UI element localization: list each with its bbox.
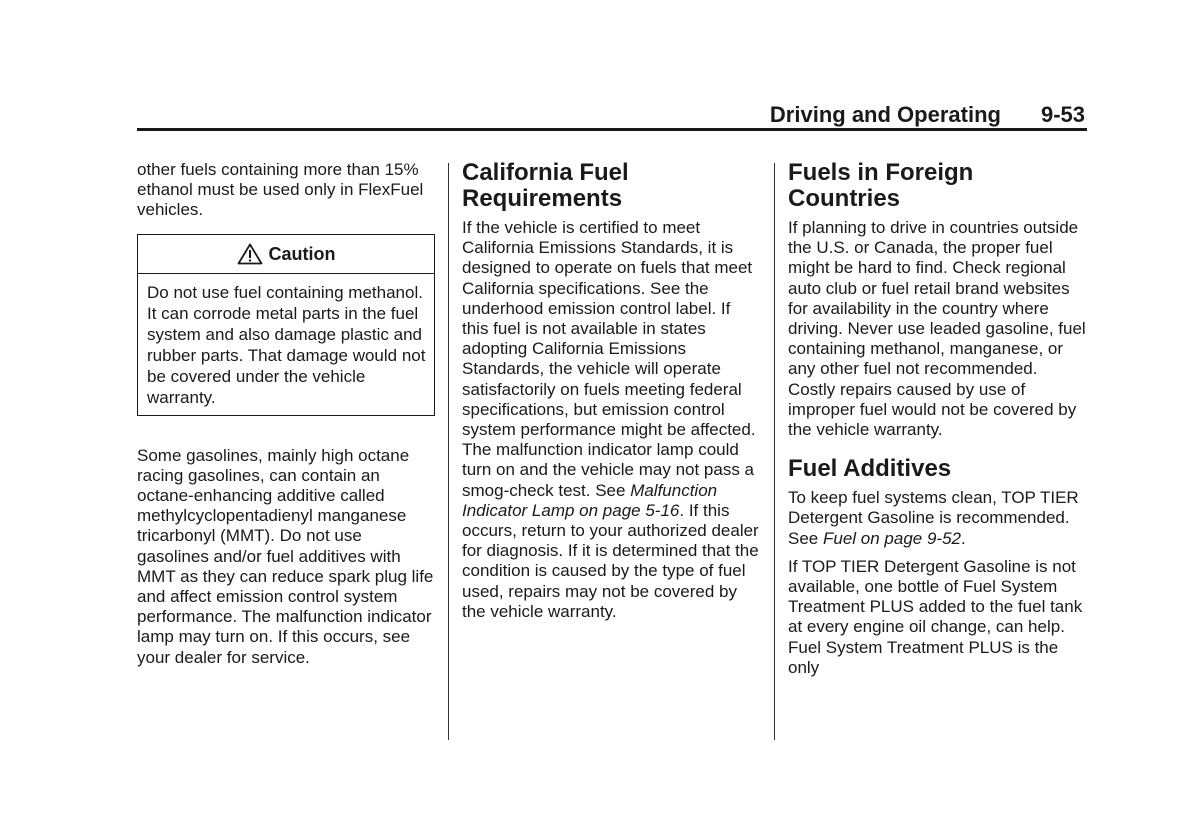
california-paragraph: [462, 218, 760, 622]
caution-body: Do not use fuel containing methanol. It can corrode metal parts in the fuel system and also damage plastic and rubber parts. That damage would not be covered under the vehicle warranty.: [147, 282, 426, 407]
california-heading: California Fuel Requirements: [462, 159, 629, 212]
additives-paragraph-2: If TOP TIER Detergent Gasoline is not available, one bottle of Fuel System Treatment PLUS added to the fuel tank at every engine oil change, can help. Fuel System Treatment PLUS is the only: [788, 556, 1083, 677]
caution-box: [137, 234, 435, 416]
california-text-cont: . If this occurs, return to your authorized dealer for diagnosis. If it is determined that the condition is caused by the type of fuel used, repairs may not be covered by the vehicle warranty.: [462, 500, 759, 621]
additives-text: To keep fuel systems clean, TOP TIER Detergent Gasoline is recommended. See: [788, 488, 1079, 548]
page-header: [600, 101, 1085, 129]
mmt-paragraph: Some gasolines, mainly high octane racing gasolines, can contain an octane-enhancing additive called methylcyclopentadienyl manganese tricarbonyl (MMT). Do not use gasolines and/or fuel additives with MMT as they can reduce spark plug life and affect emission control system performance. The malfunction indicator lamp may turn on. If this occurs, see your dealer for service.: [137, 445, 434, 667]
caution-title: Caution: [268, 243, 336, 264]
page-number: 9-53: [1040, 102, 1085, 127]
column-3: [788, 160, 1086, 678]
foreign-countries-heading: Fuels in Foreign Countries: [788, 159, 974, 212]
fuel-page-link[interactable]: Fuel on page 9-52: [822, 528, 961, 548]
section-title: Driving and Operating: [769, 102, 1001, 127]
malfunction-lamp-link[interactable]: Malfunction Indicator Lamp on page 5-16: [462, 480, 718, 520]
fuel-additives-heading: Fuel Additives: [788, 455, 952, 483]
foreign-countries-paragraph: If planning to drive in countries outside the U.S. or Canada, the proper fuel might be hard to find. Check regional auto club or fuel retail brand websites for availability in the country where driving. Never use leaded gasoline, fuel containing methanol, manganese, or any other fuel not recommended. Costly repairs caused by use of improper fuel would not be covered by the vehicle warranty.: [788, 218, 1086, 440]
caution-header: [138, 235, 434, 274]
california-text: If the vehicle is certified to meet California Emissions Standards, it is designed to operate on fuels that meet California specifications. See the underhood emission control label. If this fuel is not available in states adopting California Emissions Standards, the vehicle will operate satisfactorily on fuels meeting federal specifications, but emission control system performance might be affected. The malfunction indicator lamp could turn on and the vehicle may not pass a smog-check test. See: [462, 218, 756, 500]
header-rule: [137, 128, 1087, 131]
additives-text-end: .: [960, 528, 966, 548]
additives-paragraph-1: [788, 488, 1086, 549]
column-divider: [448, 163, 449, 740]
warning-triangle-icon: [237, 243, 263, 265]
intro-text: other fuels containing more than 15% ethanol must be used only in FlexFuel vehicles.: [137, 160, 424, 220]
column-1: [137, 160, 435, 668]
column-2: [462, 160, 760, 622]
column-divider: [774, 163, 775, 740]
